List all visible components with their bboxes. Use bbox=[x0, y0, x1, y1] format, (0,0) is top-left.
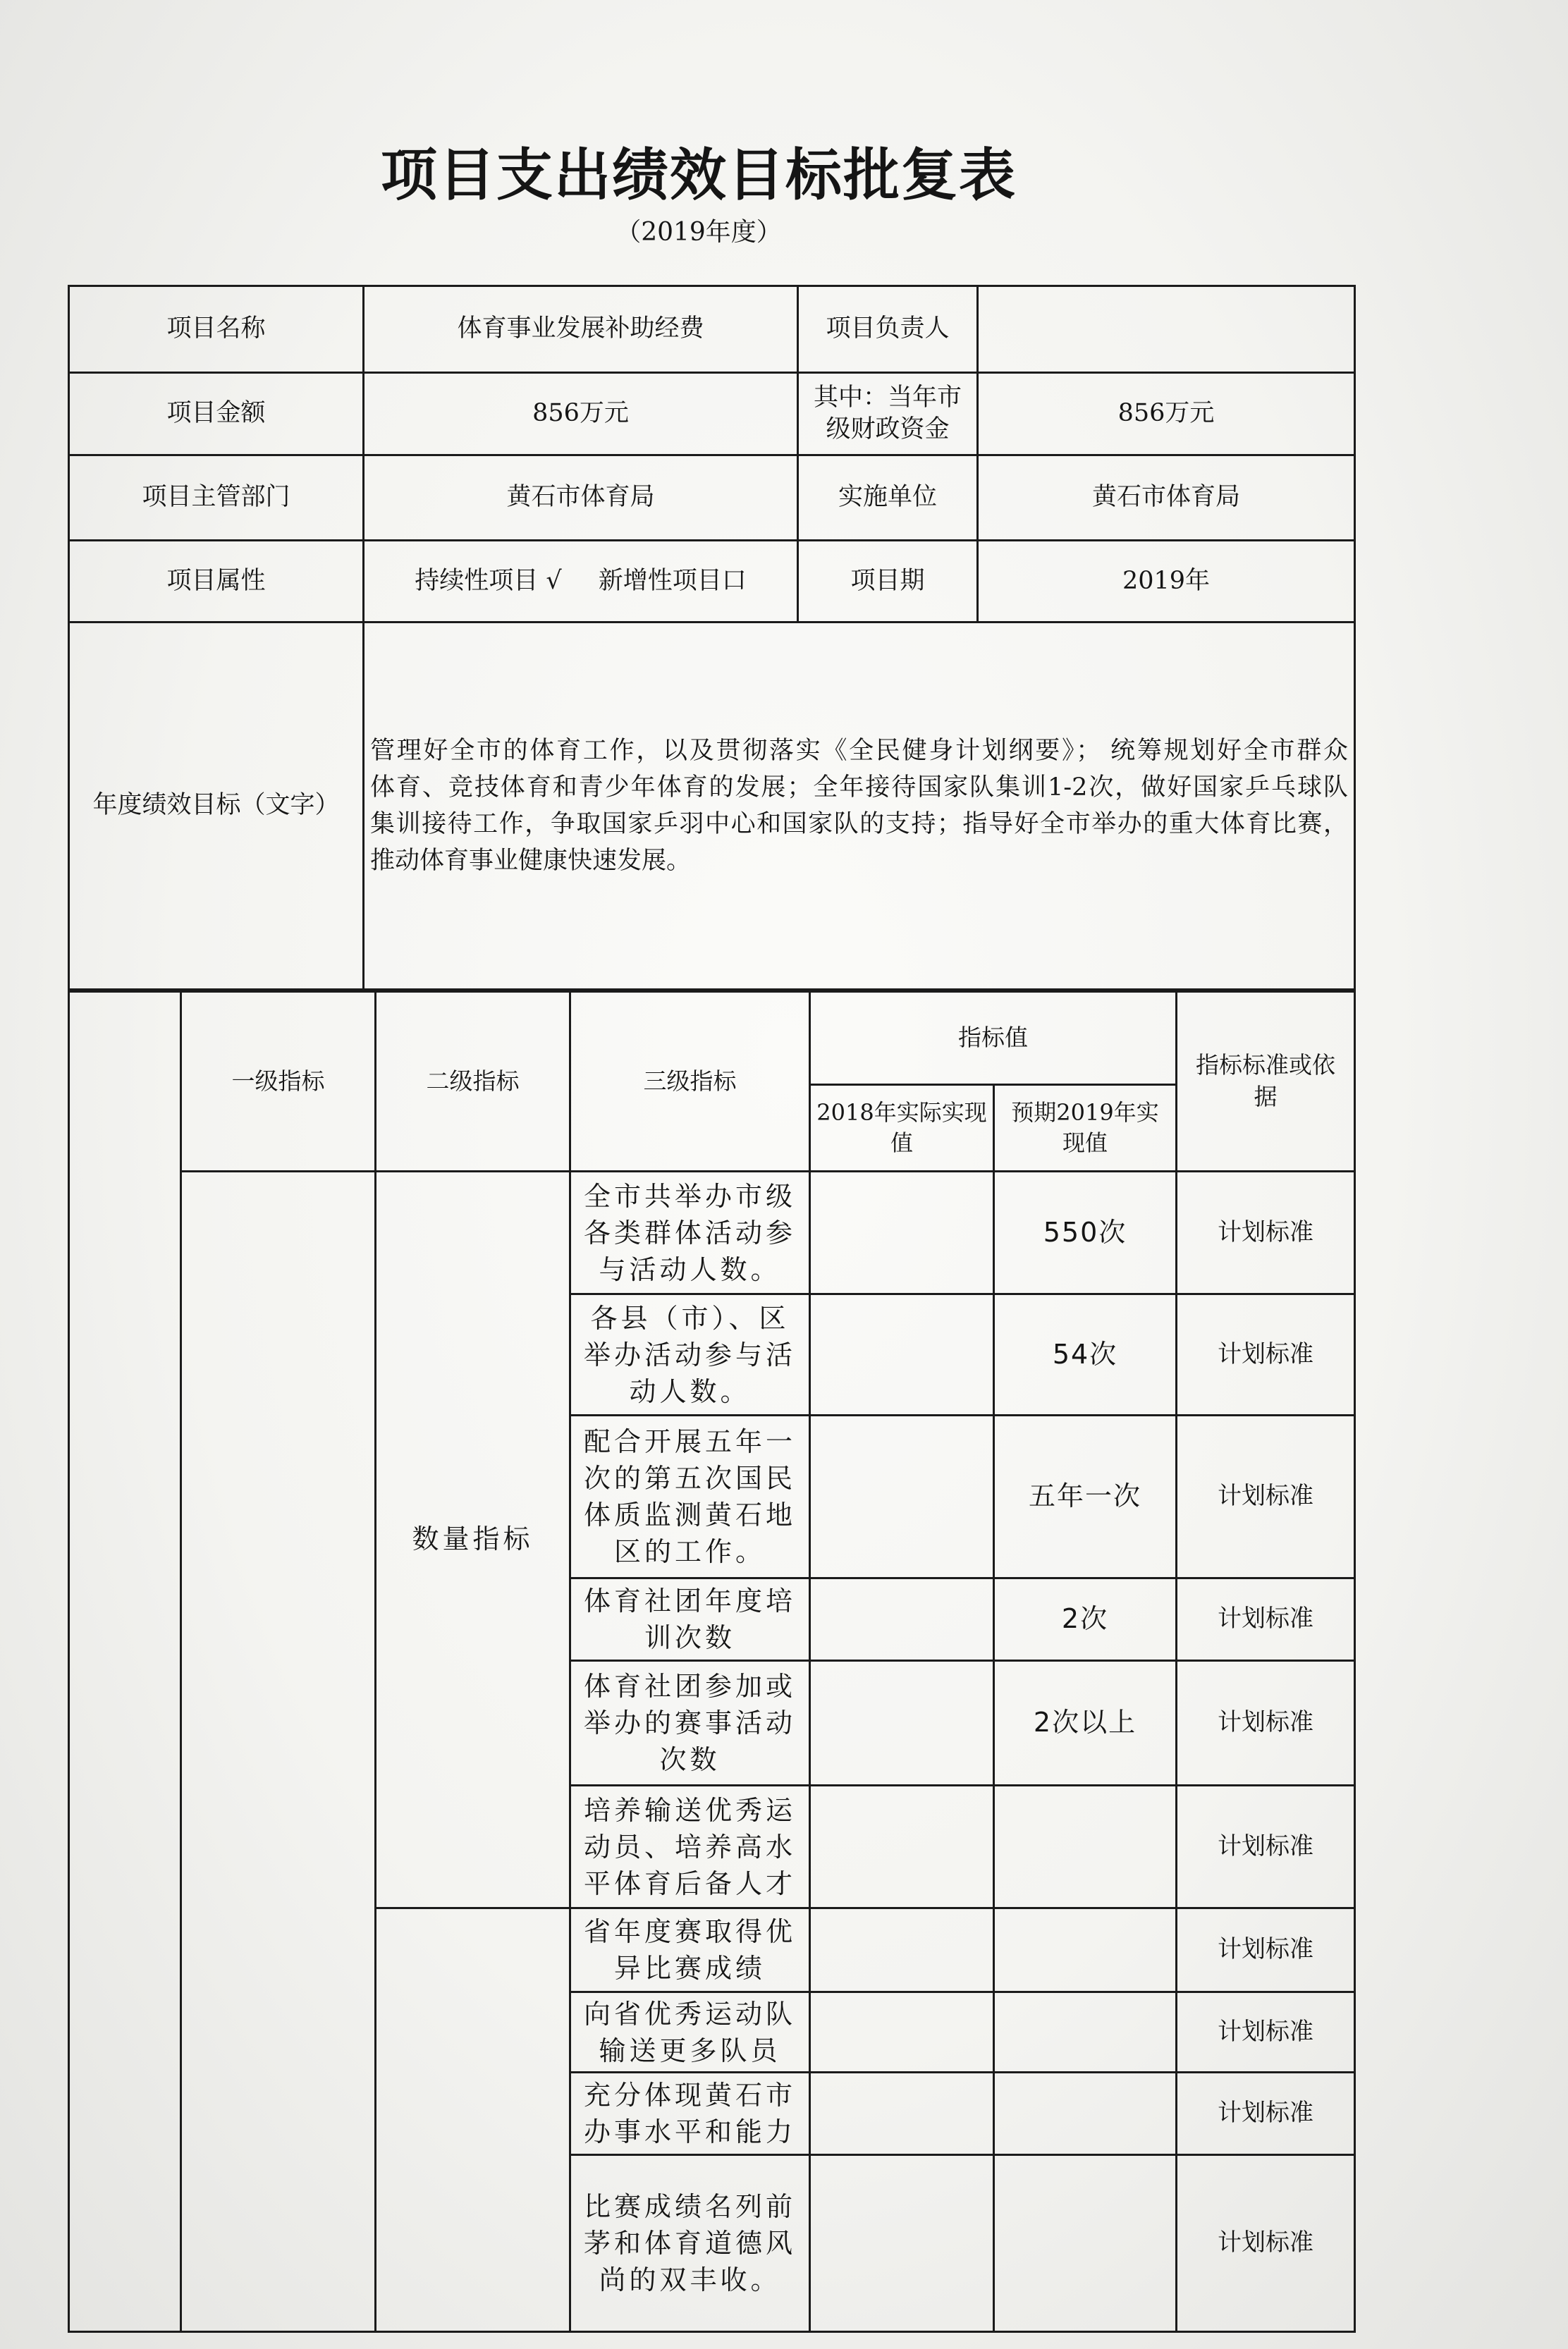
expected-2019-value: 五年一次 bbox=[994, 1416, 1177, 1578]
approval-form bbox=[68, 285, 1354, 2333]
document-title: 项目支出绩效目标批复表 bbox=[381, 142, 1017, 208]
actual-2018-value bbox=[810, 1786, 994, 1908]
header-level2: 二级指标 bbox=[376, 992, 570, 1172]
level3-indicator: 体育社团参加或举办的赛事活动次数 bbox=[583, 1671, 796, 1775]
city-fund-label-cell bbox=[798, 373, 978, 455]
expected-2019-value bbox=[994, 2155, 1177, 2332]
goal-text-line: 推动体育事业健康快速发展。 bbox=[370, 847, 692, 875]
standard-value: 计划标准 bbox=[1177, 1992, 1355, 2073]
indicator-table bbox=[68, 990, 1356, 2333]
expected-2019-value: 54次 bbox=[994, 1294, 1177, 1416]
level3-cell bbox=[570, 1294, 810, 1416]
goal-text-line: 管理好全市的体育工作，以及贯彻落实《全民健身计划纲要》； 统筹规划好全市群众 bbox=[370, 737, 1348, 765]
level3-cell bbox=[570, 1578, 810, 1661]
level3-cell bbox=[570, 1992, 810, 2073]
row-project-amount bbox=[69, 373, 1355, 455]
actual-2018-value bbox=[810, 1416, 994, 1578]
implementing-unit-label: 实施单位 bbox=[798, 455, 978, 541]
header-expected-2019: 预期2019年实现值 bbox=[1011, 1098, 1159, 1156]
level3-cell bbox=[570, 1172, 810, 1294]
indicator-header-row bbox=[69, 992, 1355, 1085]
standard-value: 计划标准 bbox=[1177, 1661, 1355, 1786]
actual-2018-value bbox=[810, 1992, 994, 2073]
implementing-unit-value: 黄石市体育局 bbox=[978, 455, 1355, 541]
actual-2018-value bbox=[810, 1578, 994, 1661]
standard-value: 计划标准 bbox=[1177, 1786, 1355, 1908]
level1-indicator-cell bbox=[181, 1172, 376, 2332]
expected-2019-value bbox=[994, 2073, 1177, 2155]
city-fund-label: 其中：当年市级财政资金 bbox=[813, 383, 962, 443]
standard-value: 计划标准 bbox=[1177, 1294, 1355, 1416]
expected-2019-value: 2次以上 bbox=[994, 1661, 1177, 1786]
department-value: 黄石市体育局 bbox=[364, 455, 798, 541]
level2-quantity-indicator: 数量指标 bbox=[376, 1172, 570, 1908]
level3-cell bbox=[570, 1661, 810, 1786]
project-name-value: 体育事业发展补助经费 bbox=[364, 286, 798, 373]
standard-value: 计划标准 bbox=[1177, 2155, 1355, 2332]
level3-cell bbox=[570, 1786, 810, 1908]
actual-2018-value bbox=[810, 1908, 994, 1992]
standard-value: 计划标准 bbox=[1177, 2073, 1355, 2155]
standard-value: 计划标准 bbox=[1177, 1908, 1355, 1992]
actual-2018-value bbox=[810, 1661, 994, 1786]
level3-indicator: 体育社团年度培训次数 bbox=[583, 1586, 796, 1653]
document-year: （2019年度） bbox=[615, 218, 782, 247]
standard-value: 计划标准 bbox=[1177, 1172, 1355, 1294]
level3-cell bbox=[570, 2155, 810, 2332]
row-attribute bbox=[69, 541, 1355, 622]
header-standard-cell bbox=[1177, 992, 1355, 1172]
level3-indicator: 充分体现黄石市办事水平和能力 bbox=[583, 2080, 796, 2147]
level3-cell bbox=[570, 1908, 810, 1992]
department-label: 项目主管部门 bbox=[69, 455, 364, 541]
city-fund-value: 856万元 bbox=[978, 373, 1355, 455]
table-row bbox=[69, 1172, 1355, 1294]
attribute-continuing-option: 持续性项目 √ bbox=[415, 566, 562, 595]
expected-2019-value bbox=[994, 1786, 1177, 1908]
actual-2018-value bbox=[810, 1294, 994, 1416]
project-amount-label: 项目金额 bbox=[69, 373, 364, 455]
project-info-table bbox=[68, 285, 1356, 990]
left-blank-column bbox=[69, 992, 181, 2332]
header-level1: 一级指标 bbox=[181, 992, 376, 1172]
standard-value: 计划标准 bbox=[1177, 1578, 1355, 1661]
level3-indicator: 全市共举办市级各类群体活动参与活动人数。 bbox=[583, 1180, 796, 1285]
header-actual-2018: 2018年实际实现值 bbox=[816, 1098, 987, 1156]
period-label: 项目期 bbox=[798, 541, 978, 622]
expected-2019-value bbox=[994, 1992, 1177, 2073]
level3-indicator: 各县（市）、区举办活动参与活动人数。 bbox=[583, 1302, 796, 1407]
annual-goal-label: 年度绩效目标（文字） bbox=[69, 622, 364, 990]
project-leader-label: 项目负责人 bbox=[798, 286, 978, 373]
attribute-options bbox=[364, 541, 798, 622]
level3-indicator: 省年度赛取得优异比赛成绩 bbox=[583, 1916, 796, 1984]
project-leader-value bbox=[978, 286, 1355, 373]
project-name-label: 项目名称 bbox=[69, 286, 364, 373]
goal-text-line: 集训接待工作，争取国家乒羽中心和国家队的支持；指导好全市举办的重大体育比赛， bbox=[370, 810, 1348, 838]
goal-text-line: 体育、竞技体育和青少年体育的发展；全年接待国家队集训1-2次，做好国家乒乓球队 bbox=[370, 773, 1348, 802]
level3-indicator: 配合开展五年一次的第五次国民体质监测黄石地区的工作。 bbox=[583, 1426, 796, 1567]
level3-indicator: 比赛成绩名列前茅和体育道德风尚的双丰收。 bbox=[583, 2191, 796, 2295]
standard-value: 计划标准 bbox=[1177, 1416, 1355, 1578]
actual-2018-value bbox=[810, 2073, 994, 2155]
header-actual-2018-cell bbox=[810, 1085, 994, 1172]
header-indicator-value: 指标值 bbox=[810, 992, 1177, 1085]
level3-cell bbox=[570, 1416, 810, 1578]
level3-indicator: 向省优秀运动队输送更多队员 bbox=[583, 1998, 796, 2066]
row-annual-goal bbox=[69, 622, 1355, 990]
row-department bbox=[69, 455, 1355, 541]
level3-cell bbox=[570, 2073, 810, 2155]
period-value: 2019年 bbox=[978, 541, 1355, 622]
level3-indicator: 培养输送优秀运动员、培养高水平体育后备人才 bbox=[583, 1794, 796, 1899]
attribute-label: 项目属性 bbox=[69, 541, 364, 622]
row-project-name bbox=[69, 286, 1355, 373]
expected-2019-value: 2次 bbox=[994, 1578, 1177, 1661]
level2-second-group-cell bbox=[376, 1908, 570, 2332]
actual-2018-value bbox=[810, 2155, 994, 2332]
actual-2018-value bbox=[810, 1172, 994, 1294]
expected-2019-value bbox=[994, 1908, 1177, 1992]
header-level3: 三级指标 bbox=[570, 992, 810, 1172]
header-expected-2019-cell bbox=[994, 1085, 1177, 1172]
annual-goal-text bbox=[364, 622, 1355, 990]
project-amount-value: 856万元 bbox=[364, 373, 798, 455]
attribute-new-option: 新增性项目口 bbox=[598, 566, 747, 595]
header-standard: 指标标准或依据 bbox=[1196, 1051, 1335, 1110]
expected-2019-value: 550次 bbox=[994, 1172, 1177, 1294]
